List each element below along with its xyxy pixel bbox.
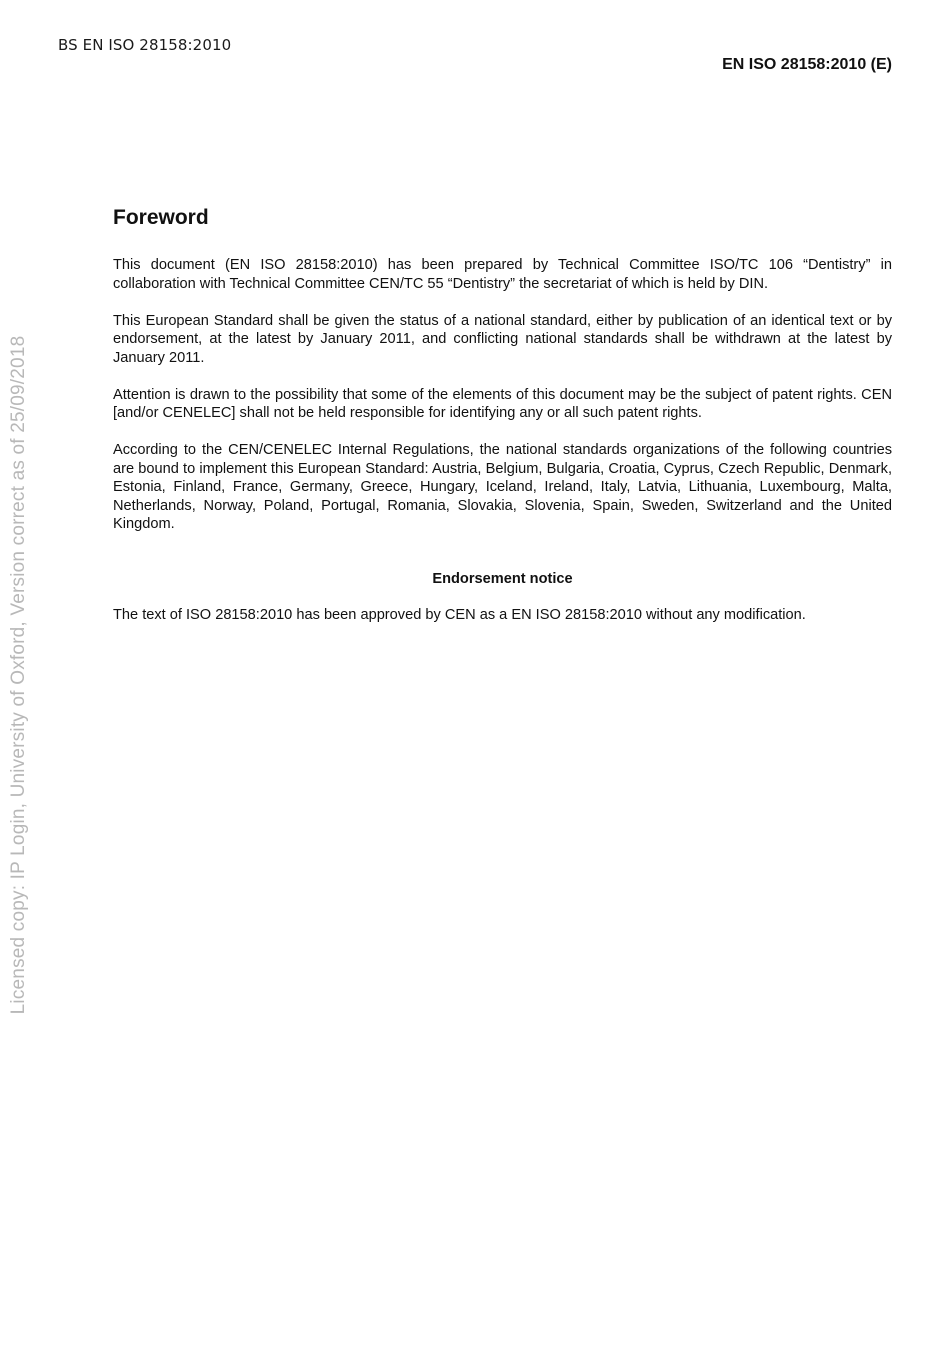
license-watermark: Licensed copy: IP Login, University of Oxford, Version correct as of 25/09/2018 xyxy=(8,335,29,1015)
endorsement-notice-text: The text of ISO 28158:2010 has been approved by CEN as a EN ISO 28158:2010 without any modification. xyxy=(113,606,806,623)
foreword-heading: Foreword xyxy=(113,206,209,229)
page-content xyxy=(113,206,892,624)
document-id-header-left: BS EN ISO 28158:2010 xyxy=(58,36,232,54)
foreword-paragraph-4: According to the CEN/CENELEC Internal Regulations, the national standards organizations of the following countries are bound to implement this European Standard: Austria, Belgium, Bulgaria, Croatia, Cyprus, Czech Republic, Denmark, Estonia, Finland, France, Germany, Greece, Hungary, Iceland, Ireland, Italy, Latvia, Lithuania, Luxembourg, Malta, Netherlands, Norway, Poland, Portugal, Romania, Slovakia, Slovenia, Spain, Sweden, Switzerland and the United Kingdom. xyxy=(113,442,892,532)
endorsement-notice-heading: Endorsement notice xyxy=(432,570,573,587)
foreword-paragraph-1: This document (EN ISO 28158:2010) has been prepared by Technical Committee ISO/TC 106 “Dentistry” in collaboration with Technical Committee CEN/TC 55 “Dentistry” the secretariat of which is held by DIN. xyxy=(113,257,892,292)
document-id-header-right: EN ISO 28158:2010 (E) xyxy=(722,56,892,73)
foreword-paragraph-3: Attention is drawn to the possibility that some of the elements of this document may be the subject of patent rights. CEN [and/or CENELEC] shall not be held responsible for identifying any or all such patent rights. xyxy=(113,386,892,421)
foreword-paragraph-2: This European Standard shall be given the status of a national standard, either by publication of an identical text or by endorsement, at the latest by January 2011, and conflicting national standards shall be withdrawn at the latest by January 2011. xyxy=(113,312,892,366)
